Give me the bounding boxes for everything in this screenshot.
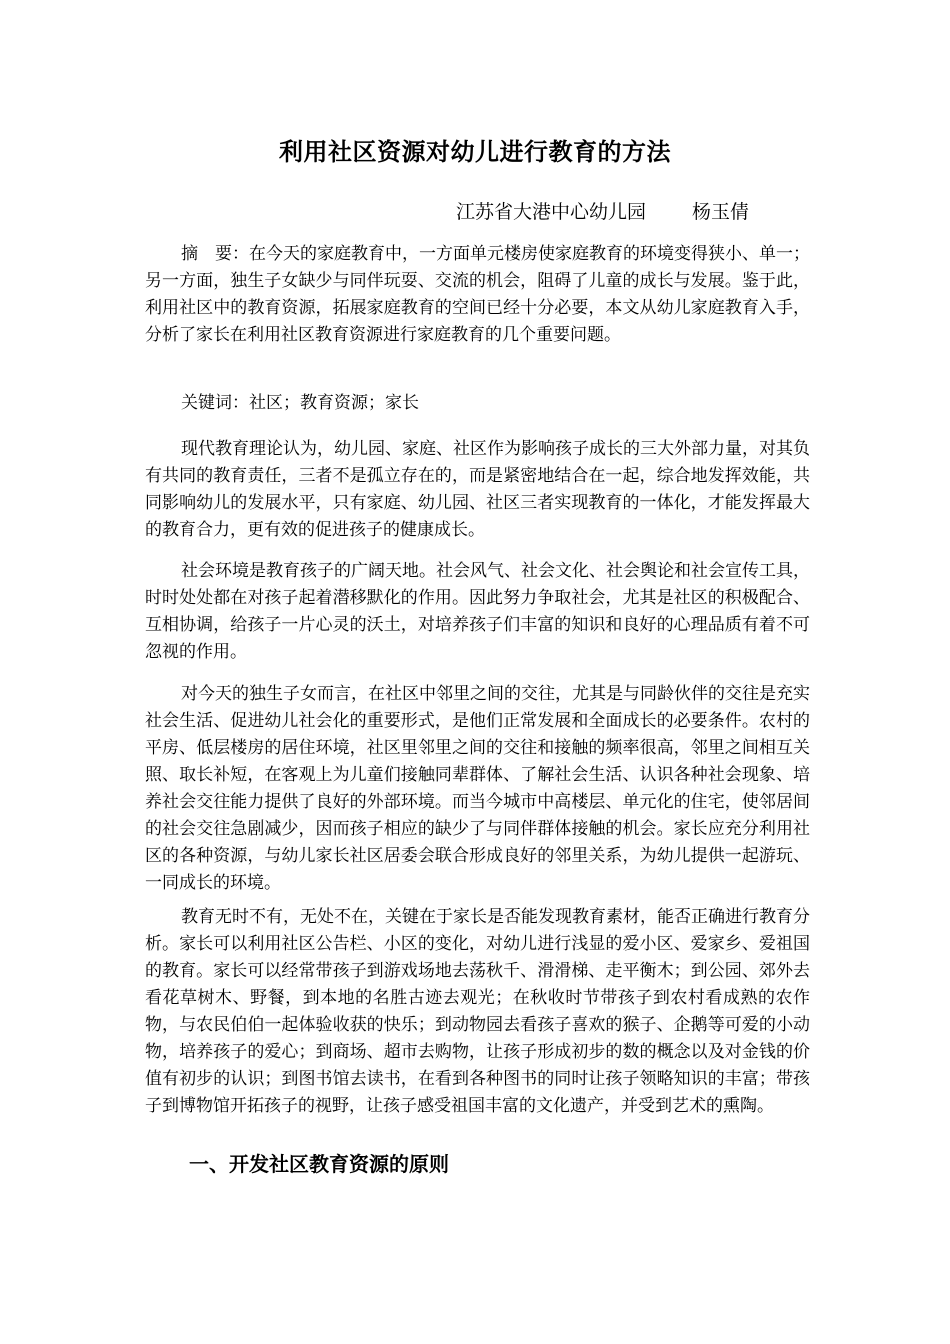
section-heading: 一、开发社区教育资源的原则 xyxy=(189,1152,449,1176)
body-paragraph: 对今天的独生子女而言，在社区中邻里之间的交往，尤其是与同龄伙伴的交往是充实社会生活、促进幼儿社会化的重要形式，是他们正常发展和全面成长的必要条件。农村的平房、低层楼房的居住环境，社区里邻里之间的交往和接触的频率很高，邻里之间相互关照、取长补短，在客观上为儿童们接触同辈群体、了解社会生活、认识各种社会现象、培养社会交往能力提供了良好的外部环境。而当今城市中高楼层、单元化的住宅，使邻居间的社会交往急剧减少，因而孩子相应的缺少了与同伴群体接触的机会。家长应充分利用社区的各种资源，与幼儿家长社区居委会联合形成良好的邻里关系，为幼儿提供一起游玩、一同成长的环境。 xyxy=(145,684,810,893)
author-name: 杨玉倩 xyxy=(692,201,750,223)
author-line xyxy=(456,197,749,224)
body-paragraph: 教育无时不有，无处不在，关键在于家长是否能发现教育素材，能否正确进行教育分析。家长可以利用社区公告栏、小区的变化，对幼儿进行浅显的爱小区、爱家乡、爱祖国的教育。家长可以经常带孩子到游戏场地去荡秋千、滑滑梯、走平衡木；到公园、郊外去看花草树木、野餐，到本地的名胜古迹去观光；在秋收时节带孩子到农村看成熟的农作物，与农民伯伯一起体验收获的快乐；到动物园去看孩子喜欢的猴子、企鹅等可爱的小动物，培养孩子的爱心；到商场、超市去购物，让孩子形成初步的数的概念以及对金钱的价值有初步的认识；到图书馆去读书，在看到各种图书的同时让孩子领略知识的丰富；带孩子到博物馆开拓孩子的视野，让孩子感受祖国丰富的文化遗产，并受到艺术的熏陶。 xyxy=(145,907,810,1116)
document-title: 利用社区资源对幼儿进行教育的方法 xyxy=(279,137,671,166)
body-paragraph: 社会环境是教育孩子的广阔天地。社会风气、社会文化、社会舆论和社会宣传工具，时时处处都在对孩子起着潜移默化的作用。因此努力争取社会，尤其是社区的积极配合、互相协调，给孩子一片心灵的沃土，对培养孩子们丰富的知识和良好的心理品质有着不可忽视的作用。 xyxy=(145,561,810,662)
keywords-paragraph: 关键词：社区；教育资源；家长 xyxy=(181,393,419,413)
abstract-paragraph: 摘 要：在今天的家庭教育中，一方面单元楼房使家庭教育的环境变得狭小、单一；另一方面，独生子女缺少与同伴玩耍、交流的机会，阻碍了儿童的成长与发展。鉴于此，利用社区中的教育资源，拓展家庭教育的空间已经十分必要，本文从幼儿家庭教育入手，分析了家长在利用社区教育资源进行家庭教育的几个重要问题。 xyxy=(145,244,810,345)
affiliation: 江苏省大港中心幼儿园 xyxy=(456,201,647,223)
body-paragraph: 现代教育理论认为，幼儿园、家庭、社区作为影响孩子成长的三大外部力量，对其负有共同的教育责任，三者不是孤立存在的，而是紧密地结合在一起，综合地发挥效能，共同影响幼儿的发展水平，只有家庭、幼儿园、社区三者实现教育的一体化，才能发挥最大的教育合力，更有效的促进孩子的健康成长。 xyxy=(145,439,810,540)
